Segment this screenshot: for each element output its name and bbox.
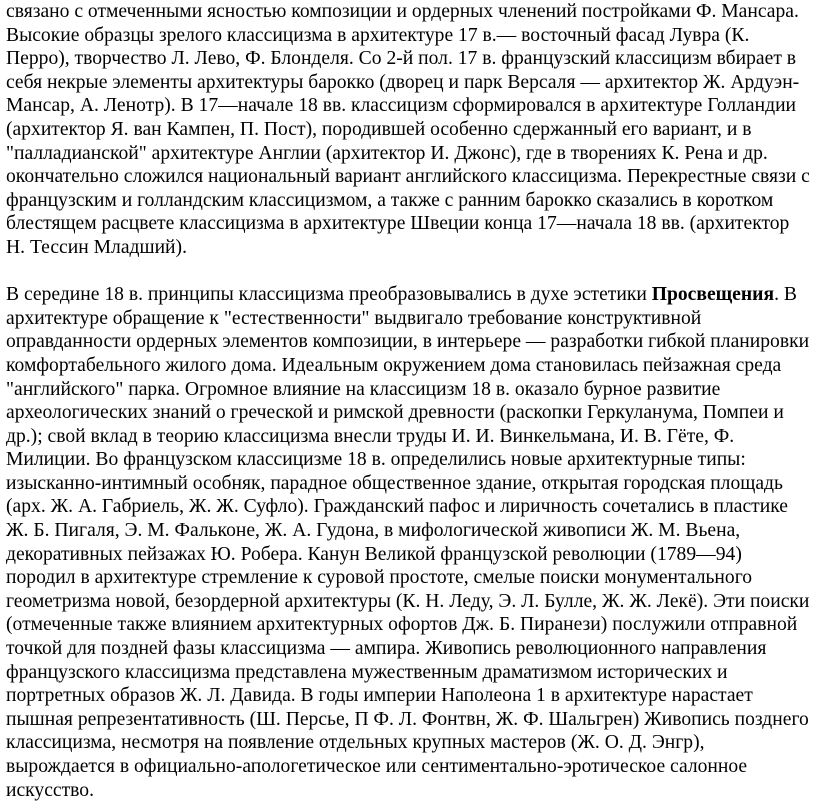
paragraph-2-start: В середине 18 в. принципы классицизма преобразовывались в духе эстетики: [6, 284, 652, 306]
bold-term-prosveshcheniya: Просвещения: [651, 284, 775, 306]
document-page: [6, 0, 812, 802]
paragraph-1: связано с отмеченными ясностью композиции и ордерных членений постройками Ф. Мансара. Высокие образцы зрелого классицизма в архитектуре 17 в.— восточный фасад Лувра (К. Перро), творчество Л. Лево, Ф. Блонделя. Со 2-й пол. 17 в. французский классицизм вбирает в себя некрые элементы архитектуры барокко (дворец и парк Версаля — архитектор Ж. Ардуэн-Мансар, А. Ленотр). В 17—начале 18 вв. классицизм сформировался в архитектуре Голландии (архитектор Я. ван Кампен, П. Пост), породившей особенно сдержанный его вариант, и в "палладианской" архитектуре Англии (архитектор И. Джонс), где в творениях К. Рена и др. окончательно сложился национальный вариант английского классицизма. Перекрестные связи с французским и голландским классицизмом, а также с ранним барокко сказались в коротком блестящем расцвете классицизма в архитектуре Швеции конца 17—начала 18 вв. (архитектор Н. Тессин Младший).: [6, 1, 810, 258]
paragraph-2: [6, 283, 812, 802]
paragraph-spacer: [6, 260, 812, 284]
paragraph-2-rest: . В архитектуре обращение к "естественности" выдвигало требование конструктивной оправданности ордерных элементов композиции, в интерьере — разработки гибкой планировки комфортабельного жилого дома. Идеальным окружением дома становилась пейзажная среда "английского" парка. Огромное влияние на классицизм 18 в. оказало бурное развитие археологических знаний о греческой и римской древности (раскопки Геркуланума, Помпеи и др.); свой вклад в теорию классицизма внесли труды И. И. Винкельмана, И. В. Гёте, Ф. Милиции. Во французском классицизме 18 в. определились новые архитектурные типы: изысканно-интимный особняк, парадное общественное здание, открытая городская площадь (арх. Ж. А. Габриель, Ж. Ж. Суфло). Гражданский пафос и лиричность сочетались в пластике Ж. Б. Пигаля, Э. М. Фальконе, Ж. А. Гудона, в мифологической живописи Ж. М. Вьена, декоративных пейзажах Ю. Робера. Канун Великой французской революции (1789—94) породил в архитектуре стремление к суровой простоте, смелые поиски монументального геометризма новой, безордерной архитектуры (К. Н. Леду, Э. Л. Булле, Ж. Ж. Лекё). Эти поиски (отмеченные также влиянием архитектурных офортов Дж. Б. Пиранези) послужили отправной точкой для поздней фазы классицизма — ампира. Живопись революционного направления французского классицизма представлена мужественным драматизмом исторических и портретных образов Ж. Л. Давида. В годы империи Наполеона 1 в архитектуре нарастает пышная репрезентативность (Ш. Персье, П Ф. Л. Фонтвн, Ж. Ф. Шальгрен) Живопись позднего классицизма, несмотря на появление отдельных крупных мастеров (Ж. О. Д. Энгр), вырождается в официально-апологетическое или сентиментально-эротическое салонное искусство.: [6, 284, 810, 801]
